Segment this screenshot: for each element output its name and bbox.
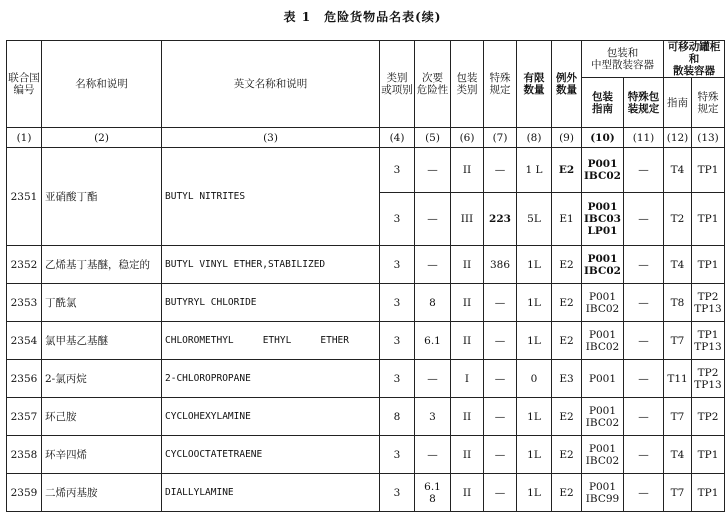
- special-provisions: —: [484, 398, 517, 436]
- name-en-part: ETHYL: [262, 334, 292, 346]
- header-packing-instruction: 包装 指南: [582, 78, 624, 128]
- table-title: 表 1 危险货物品名表(续): [283, 10, 442, 24]
- tank-special: TP1: [692, 436, 725, 474]
- name-cn: 环己胺: [42, 398, 162, 436]
- header-packing-group: 包装 类别: [451, 41, 484, 128]
- un-number: 2356: [7, 360, 42, 398]
- excepted-quantity: E2: [552, 436, 582, 474]
- name-cn: 二烯丙基胺: [42, 474, 162, 512]
- un-number: 2353: [7, 284, 42, 322]
- class: 3: [380, 436, 415, 474]
- tank-instruction: T4: [664, 436, 692, 474]
- un-number: 2357: [7, 398, 42, 436]
- subsidiary-risk: —: [415, 436, 451, 474]
- name-en: 2-CHLOROPROPANE: [162, 360, 380, 398]
- tank-special: TP2: [692, 398, 725, 436]
- col-number: (1): [7, 128, 42, 148]
- subsidiary-risk: 8: [415, 284, 451, 322]
- tank-special: TP1: [692, 246, 725, 284]
- table-row: [7, 148, 725, 193]
- tank-instruction: T11: [664, 360, 692, 398]
- name-en: DIALLYLAMINE: [162, 474, 380, 512]
- packing-instruction: P001 IBC99: [582, 474, 624, 512]
- class: 3: [380, 193, 415, 246]
- special-packing: —: [624, 148, 664, 193]
- subsidiary-risk: 6.1 8: [415, 474, 451, 512]
- header-portable-tanks: 可移动罐柜和 散装容器: [664, 41, 725, 78]
- header-packaging-ibc: 包装和 中型散装容器: [582, 41, 664, 78]
- special-provisions: —: [484, 474, 517, 512]
- name-en-part: ETHER: [320, 334, 349, 346]
- special-packing: —: [624, 193, 664, 246]
- name-en: CYCLOHEXYLAMINE: [162, 398, 380, 436]
- packing-group: II: [451, 474, 484, 512]
- limited-quantity: 5L: [517, 193, 552, 246]
- limited-quantity: 1L: [517, 436, 552, 474]
- special-packing: —: [624, 284, 664, 322]
- tank-instruction: T7: [664, 398, 692, 436]
- name-cn: 丁酰氯: [42, 284, 162, 322]
- special-packing: —: [624, 474, 664, 512]
- special-provisions: —: [484, 360, 517, 398]
- table-row: [7, 398, 725, 436]
- excepted-quantity: E2: [552, 148, 582, 193]
- name-cn: 环辛四烯: [42, 436, 162, 474]
- header-excepted-quantity: 例外 数量: [552, 41, 582, 128]
- class: 3: [380, 322, 415, 360]
- excepted-quantity: E2: [552, 322, 582, 360]
- limited-quantity: 1L: [517, 398, 552, 436]
- col-number: (12): [664, 128, 692, 148]
- name-en: BUTYL VINYL ETHER,STABILIZED: [162, 246, 380, 284]
- tank-instruction: T4: [664, 246, 692, 284]
- name-en: [162, 322, 380, 360]
- special-provisions: —: [484, 322, 517, 360]
- tank-instruction: T2: [664, 193, 692, 246]
- packing-instruction: P001 IBC02: [582, 284, 624, 322]
- packing-instruction: P001 IBC03 LP01: [582, 193, 624, 246]
- name-cn: 乙烯基丁基醚，稳定的: [42, 246, 162, 284]
- packing-group: III: [451, 193, 484, 246]
- col-number: (10): [582, 128, 624, 148]
- un-number: 2358: [7, 436, 42, 474]
- excepted-quantity: E2: [552, 284, 582, 322]
- class: 3: [380, 246, 415, 284]
- subsidiary-risk: 6.1: [415, 322, 451, 360]
- special-provisions: —: [484, 436, 517, 474]
- un-number: 2354: [7, 322, 42, 360]
- special-provisions: —: [484, 284, 517, 322]
- un-number: 2351: [7, 148, 42, 246]
- name-en: BUTYL NITRITES: [162, 148, 380, 246]
- excepted-quantity: E3: [552, 360, 582, 398]
- class: 3: [380, 360, 415, 398]
- table-row: [7, 360, 725, 398]
- header-un-number: 联合国 编号: [7, 41, 42, 128]
- name-en: BUTYRYL CHLORIDE: [162, 284, 380, 322]
- header-name-cn: 名称和说明: [42, 41, 162, 128]
- class: 3: [380, 474, 415, 512]
- table-row: [7, 436, 725, 474]
- limited-quantity: 1 L: [517, 148, 552, 193]
- name-cn: 2-氯丙烷: [42, 360, 162, 398]
- un-number: 2352: [7, 246, 42, 284]
- packing-group: II: [451, 436, 484, 474]
- name-en: CYCLOOCTATETRAENE: [162, 436, 380, 474]
- name-cn: 亚硝酸丁酯: [42, 148, 162, 246]
- packing-group: II: [451, 398, 484, 436]
- col-number: (2): [42, 128, 162, 148]
- excepted-quantity: E2: [552, 246, 582, 284]
- packing-instruction: P001 IBC02: [582, 322, 624, 360]
- limited-quantity: 1L: [517, 474, 552, 512]
- tank-special: TP1: [692, 193, 725, 246]
- special-packing: —: [624, 246, 664, 284]
- subsidiary-risk: —: [415, 148, 451, 193]
- limited-quantity: 1L: [517, 246, 552, 284]
- limited-quantity: 1L: [517, 322, 552, 360]
- header-class: 类别 或项别: [380, 41, 415, 128]
- tank-instruction: T7: [664, 474, 692, 512]
- special-provisions: 386: [484, 246, 517, 284]
- subsidiary-risk: 3: [415, 398, 451, 436]
- tank-special: TP1: [692, 474, 725, 512]
- packing-group: II: [451, 246, 484, 284]
- header-name-en: 英文名称和说明: [162, 41, 380, 128]
- subsidiary-risk: —: [415, 246, 451, 284]
- packing-group: II: [451, 322, 484, 360]
- class: 3: [380, 148, 415, 193]
- tank-special: TP1: [692, 148, 725, 193]
- class: 8: [380, 398, 415, 436]
- col-number: (9): [552, 128, 582, 148]
- name-cn: 氯甲基乙基醚: [42, 322, 162, 360]
- packing-instruction: P001 IBC02: [582, 436, 624, 474]
- header-row-1: [7, 41, 725, 78]
- tank-instruction: T7: [664, 322, 692, 360]
- limited-quantity: 0: [517, 360, 552, 398]
- excepted-quantity: E2: [552, 474, 582, 512]
- un-number: 2359: [7, 474, 42, 512]
- name-en-part: CHLOROMETHYL: [165, 334, 234, 346]
- header-special-packing: 特殊包 装规定: [624, 78, 664, 128]
- class: 3: [380, 284, 415, 322]
- table-row: [7, 322, 725, 360]
- special-provisions: 223: [484, 193, 517, 246]
- col-number: (3): [162, 128, 380, 148]
- header-special-provisions: 特殊 规定: [484, 41, 517, 128]
- column-number-row: [7, 128, 725, 148]
- col-number: (7): [484, 128, 517, 148]
- special-packing: —: [624, 398, 664, 436]
- tank-instruction: T4: [664, 148, 692, 193]
- packing-instruction: P001 IBC02: [582, 246, 624, 284]
- header-tank-special: 特殊 规定: [692, 78, 725, 128]
- packing-group: I: [451, 360, 484, 398]
- tank-instruction: T8: [664, 284, 692, 322]
- excepted-quantity: E2: [552, 398, 582, 436]
- packing-instruction: P001: [582, 360, 624, 398]
- subsidiary-risk: —: [415, 360, 451, 398]
- packing-instruction: P001 IBC02: [582, 398, 624, 436]
- special-packing: —: [624, 322, 664, 360]
- table-row: [7, 474, 725, 512]
- tank-special: TP2 TP13: [692, 284, 725, 322]
- table-row: [7, 246, 725, 284]
- col-number: (13): [692, 128, 725, 148]
- special-packing: —: [624, 436, 664, 474]
- col-number: (6): [451, 128, 484, 148]
- subsidiary-risk: —: [415, 193, 451, 246]
- dangerous-goods-table: [6, 40, 725, 512]
- limited-quantity: 1L: [517, 284, 552, 322]
- special-provisions: —: [484, 148, 517, 193]
- packing-group: II: [451, 284, 484, 322]
- col-number: (5): [415, 128, 451, 148]
- col-number: (4): [380, 128, 415, 148]
- tank-special: TP1 TP13: [692, 322, 725, 360]
- packing-group: II: [451, 148, 484, 193]
- header-limited-quantity: 有限 数量: [517, 41, 552, 128]
- tank-special: TP2 TP13: [692, 360, 725, 398]
- table-row: [7, 284, 725, 322]
- header-tank-instruction: 指南: [664, 78, 692, 128]
- header-subsidiary-risk: 次要 危险性: [415, 41, 451, 128]
- special-packing: —: [624, 360, 664, 398]
- col-number: (11): [624, 128, 664, 148]
- excepted-quantity: E1: [552, 193, 582, 246]
- col-number: (8): [517, 128, 552, 148]
- packing-instruction: P001 IBC02: [582, 148, 624, 193]
